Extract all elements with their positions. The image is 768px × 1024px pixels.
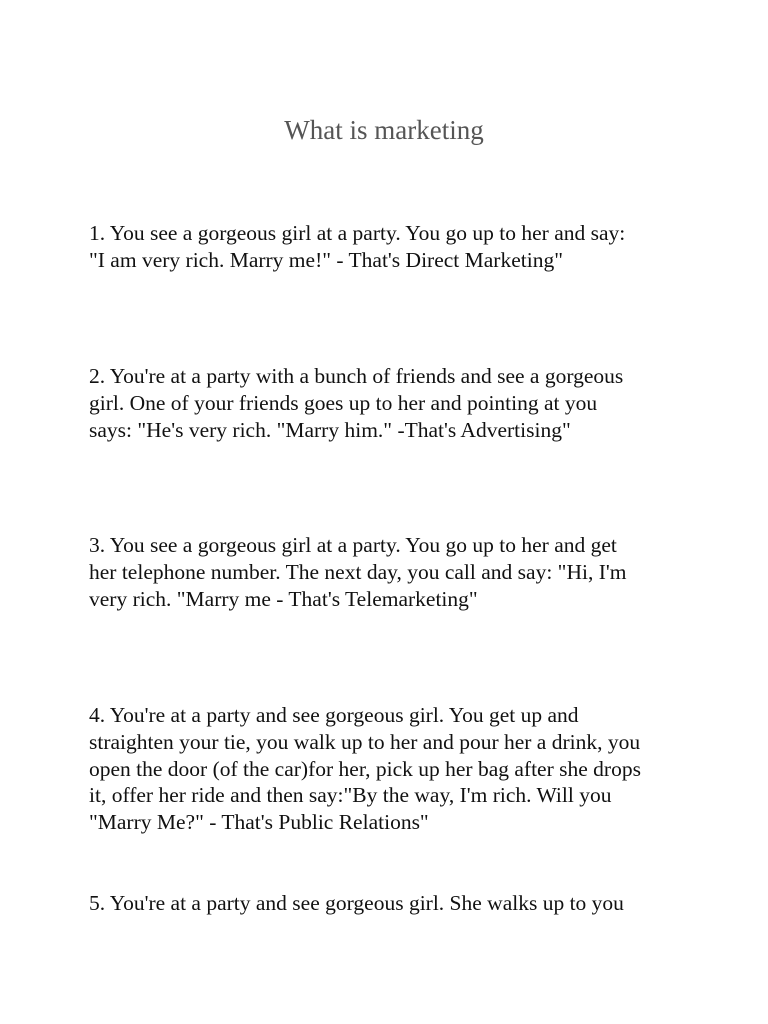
document-title: What is marketing: [284, 115, 484, 145]
paragraph-line: straighten your tie, you walk up to her and pour her a drink, you: [89, 729, 641, 754]
paragraph-line: open the door (of the car)for her, pick up her bag after she drops: [89, 756, 641, 781]
paragraph-telemarketing: [89, 532, 679, 612]
paragraph-line: girl. One of your friends goes up to her and pointing at you: [89, 390, 598, 415]
paragraph-line: 3. You see a gorgeous girl at a party. You go up to her and get: [89, 533, 617, 557]
paragraph-direct-marketing: [89, 220, 679, 274]
paragraph-line: it, offer her ride and then say:"By the way, I'm rich. Will you: [89, 783, 612, 808]
paragraph-line: "I am very rich. Marry me!" - That's Direct Marketing": [89, 247, 563, 272]
paragraph-line: 2. You're at a party with a bunch of friends and see a gorgeous: [89, 364, 624, 388]
paragraph-line: "Marry Me?" - That's Public Relations": [89, 810, 429, 835]
paragraph-advertising: [89, 363, 679, 443]
paragraph-line: very rich. "Marry me - That's Telemarketing": [89, 586, 478, 611]
paragraph-five: [89, 890, 679, 917]
paragraph-line: 5. You're at a party and see gorgeous girl. She walks up to you: [89, 891, 624, 915]
paragraph-line: 1. You see a gorgeous girl at a party. You go up to her and say:: [89, 221, 626, 245]
paragraph-public-relations: [89, 702, 679, 836]
paragraph-line: says: "He's very rich. "Marry him." -That's Advertising": [89, 417, 571, 442]
paragraph-line: her telephone number. The next day, you call and say: "Hi, I'm: [89, 559, 627, 584]
paragraph-line: 4. You're at a party and see gorgeous girl. You get up and: [89, 703, 579, 727]
